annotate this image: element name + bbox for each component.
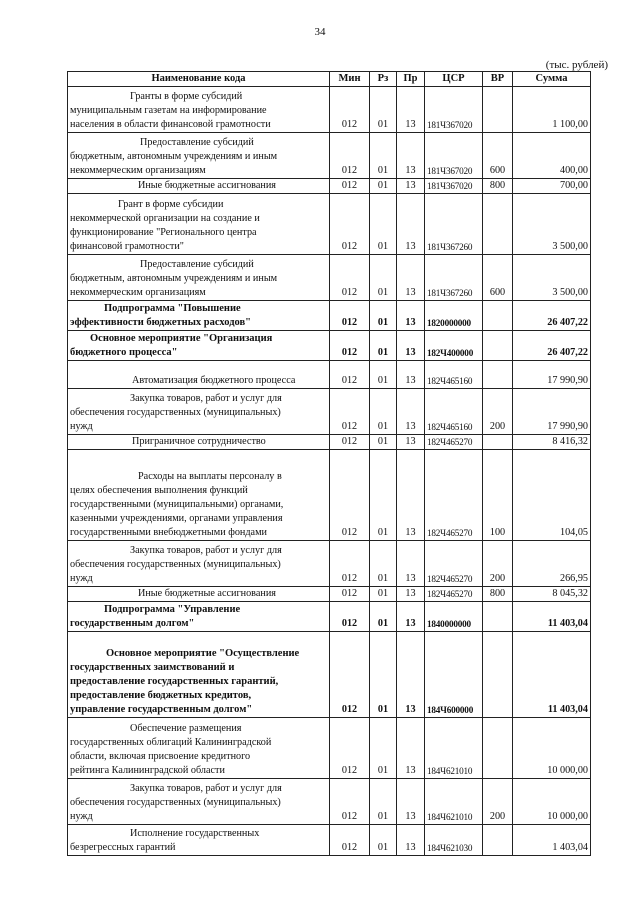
- table-row: [68, 255, 591, 301]
- header-vr: ВР: [483, 72, 513, 87]
- row-vr: [483, 632, 513, 718]
- row-name: Грант в форме субсидии некоммерческой организации на создание и функционирование "Регионального центра финансовой грамотности": [68, 194, 330, 255]
- row-sum: 104,05: [513, 450, 591, 541]
- table-row: [68, 587, 591, 602]
- row-vr: [483, 602, 513, 632]
- row-min: 012: [330, 389, 370, 435]
- row-rz: 01: [370, 389, 397, 435]
- row-vr: [483, 331, 513, 361]
- row-min: 012: [330, 194, 370, 255]
- table-row: [68, 632, 591, 718]
- row-sum: 11 403,04: [513, 632, 591, 718]
- row-rz: 01: [370, 435, 397, 450]
- header-min: Мин: [330, 72, 370, 87]
- row-csr: 182Ч465270: [425, 450, 483, 541]
- row-pr: 13: [397, 179, 425, 194]
- row-sum: 1 100,00: [513, 87, 591, 133]
- row-vr: [483, 435, 513, 450]
- row-sum: 3 500,00: [513, 255, 591, 301]
- table-row: [68, 779, 591, 825]
- row-min: 012: [330, 87, 370, 133]
- row-csr: 184Ч621030: [425, 825, 483, 856]
- row-name: Подпрограмма "Управление государственным долгом": [68, 602, 330, 632]
- row-name: Закупка товаров, работ и услуг для обеспечения государственных (муниципальных) нужд: [68, 541, 330, 587]
- row-pr: 13: [397, 194, 425, 255]
- row-sum: 10 000,00: [513, 718, 591, 779]
- row-sum: 17 990,90: [513, 361, 591, 389]
- row-pr: 13: [397, 779, 425, 825]
- row-vr: 200: [483, 779, 513, 825]
- row-sum: 10 000,00: [513, 779, 591, 825]
- row-rz: 01: [370, 179, 397, 194]
- header-sum: Сумма: [513, 72, 591, 87]
- row-rz: 01: [370, 133, 397, 179]
- table-row: [68, 179, 591, 194]
- row-rz: 01: [370, 602, 397, 632]
- row-min: 012: [330, 450, 370, 541]
- row-vr: 800: [483, 179, 513, 194]
- table-row: [68, 331, 591, 361]
- row-rz: 01: [370, 255, 397, 301]
- row-csr: 184Ч621010: [425, 718, 483, 779]
- row-rz: 01: [370, 87, 397, 133]
- row-sum: 700,00: [513, 179, 591, 194]
- row-sum: 400,00: [513, 133, 591, 179]
- row-vr: 200: [483, 541, 513, 587]
- row-sum: 266,95: [513, 541, 591, 587]
- row-vr: 600: [483, 255, 513, 301]
- row-vr: [483, 194, 513, 255]
- row-pr: 13: [397, 718, 425, 779]
- row-rz: 01: [370, 194, 397, 255]
- row-name: Закупка товаров, работ и услуг для обеспечения государственных (муниципальных) нужд: [68, 389, 330, 435]
- table-row: [68, 718, 591, 779]
- row-csr: 181Ч367260: [425, 255, 483, 301]
- row-sum: 8 045,32: [513, 587, 591, 602]
- table-row: [68, 133, 591, 179]
- row-name: Предоставление субсидий бюджетным, автономным учреждениям и иным некоммерческим организациям: [68, 255, 330, 301]
- row-vr: 100: [483, 450, 513, 541]
- row-rz: 01: [370, 825, 397, 856]
- page-number: 34: [314, 26, 326, 38]
- table-row: [68, 825, 591, 856]
- row-csr: 1840000000: [425, 602, 483, 632]
- row-vr: [483, 301, 513, 331]
- row-vr: 200: [483, 389, 513, 435]
- row-pr: 13: [397, 361, 425, 389]
- header-pr: Пр: [397, 72, 425, 87]
- row-min: 012: [330, 331, 370, 361]
- row-csr: 182Ч400000: [425, 331, 483, 361]
- row-csr: 181Ч367020: [425, 133, 483, 179]
- table-row: [68, 435, 591, 450]
- table-row: [68, 450, 591, 541]
- row-min: 012: [330, 435, 370, 450]
- row-csr: 184Ч621010: [425, 779, 483, 825]
- row-vr: [483, 361, 513, 389]
- row-min: 012: [330, 301, 370, 331]
- row-rz: 01: [370, 779, 397, 825]
- row-vr: [483, 825, 513, 856]
- row-name: Иные бюджетные ассигнования: [68, 179, 330, 194]
- row-name: Основное мероприятие "Организация бюджетного процесса": [68, 331, 330, 361]
- units-label: (тыс. рублей): [545, 59, 608, 71]
- table-row: [68, 602, 591, 632]
- row-min: 012: [330, 133, 370, 179]
- row-name: Предоставление субсидий бюджетным, автономным учреждениям и иным некоммерческим организациям: [68, 133, 330, 179]
- row-csr: 182Ч465160: [425, 361, 483, 389]
- row-name: Подпрограмма "Повышение эффективности бюджетных расходов": [68, 301, 330, 331]
- row-min: 012: [330, 718, 370, 779]
- row-sum: 8 416,32: [513, 435, 591, 450]
- table-row: [68, 87, 591, 133]
- header-rz: Рз: [370, 72, 397, 87]
- row-pr: 13: [397, 331, 425, 361]
- row-csr: 184Ч600000: [425, 632, 483, 718]
- row-csr: 181Ч367020: [425, 87, 483, 133]
- row-csr: 182Ч465270: [425, 435, 483, 450]
- row-min: 012: [330, 255, 370, 301]
- row-pr: 13: [397, 301, 425, 331]
- header-csr: ЦСР: [425, 72, 483, 87]
- row-pr: 13: [397, 632, 425, 718]
- row-vr: 800: [483, 587, 513, 602]
- row-name: Исполнение государственных безрегрессных гарантий: [68, 825, 330, 856]
- row-csr: 182Ч465160: [425, 389, 483, 435]
- row-sum: 1 403,04: [513, 825, 591, 856]
- row-rz: 01: [370, 587, 397, 602]
- row-sum: 26 407,22: [513, 301, 591, 331]
- row-name: Гранты в форме субсидий муниципальным газетам на информирование населения в области финансовой грамотности: [68, 87, 330, 133]
- row-rz: 01: [370, 361, 397, 389]
- row-name: Приграничное сотрудничество: [68, 435, 330, 450]
- row-sum: 11 403,04: [513, 602, 591, 632]
- row-csr: 181Ч367260: [425, 194, 483, 255]
- row-pr: 13: [397, 587, 425, 602]
- row-min: 012: [330, 825, 370, 856]
- table-row: [68, 389, 591, 435]
- row-name: Иные бюджетные ассигнования: [68, 587, 330, 602]
- row-rz: 01: [370, 450, 397, 541]
- row-sum: 26 407,22: [513, 331, 591, 361]
- row-pr: 13: [397, 541, 425, 587]
- row-vr: 600: [483, 133, 513, 179]
- row-rz: 01: [370, 331, 397, 361]
- table-row: [68, 361, 591, 389]
- row-min: 012: [330, 361, 370, 389]
- row-name: Закупка товаров, работ и услуг для обеспечения государственных (муниципальных) нужд: [68, 779, 330, 825]
- table-row: [68, 194, 591, 255]
- row-min: 012: [330, 779, 370, 825]
- table-row: [68, 301, 591, 331]
- row-pr: 13: [397, 389, 425, 435]
- table-row: [68, 541, 591, 587]
- row-vr: [483, 87, 513, 133]
- budget-table: [67, 71, 591, 856]
- row-name: Основное мероприятие "Осуществление государственных заимствований и предоставление государственных гарантий, предоставление бюджетных кредитов, управление государственным долгом": [68, 632, 330, 718]
- row-pr: 13: [397, 87, 425, 133]
- row-rz: 01: [370, 632, 397, 718]
- row-sum: 3 500,00: [513, 194, 591, 255]
- row-min: 012: [330, 602, 370, 632]
- row-name: Обеспечение размещения государственных облигаций Калининградской области, включая присвоение кредитного рейтинга Калининградской области: [68, 718, 330, 779]
- row-pr: 13: [397, 133, 425, 179]
- row-csr: 181Ч367020: [425, 179, 483, 194]
- row-min: 012: [330, 632, 370, 718]
- row-vr: [483, 718, 513, 779]
- table-header-row: [68, 72, 591, 87]
- row-name: Расходы на выплаты персоналу в целях обеспечения выполнения функций государственными (муниципальными) органами, казенными учреждениями, органами управления государственными внебюджетными фондами: [68, 450, 330, 541]
- row-rz: 01: [370, 301, 397, 331]
- row-pr: 13: [397, 435, 425, 450]
- row-csr: 182Ч465270: [425, 541, 483, 587]
- row-rz: 01: [370, 541, 397, 587]
- row-min: 012: [330, 179, 370, 194]
- row-csr: 1820000000: [425, 301, 483, 331]
- row-min: 012: [330, 541, 370, 587]
- row-pr: 13: [397, 255, 425, 301]
- row-sum: 17 990,90: [513, 389, 591, 435]
- row-name: Автоматизация бюджетного процесса: [68, 361, 330, 389]
- row-rz: 01: [370, 718, 397, 779]
- row-pr: 13: [397, 825, 425, 856]
- row-pr: 13: [397, 602, 425, 632]
- table-body: [68, 87, 591, 856]
- row-csr: 182Ч465270: [425, 587, 483, 602]
- header-name: Наименование кода: [68, 72, 330, 87]
- row-pr: 13: [397, 450, 425, 541]
- row-min: 012: [330, 587, 370, 602]
